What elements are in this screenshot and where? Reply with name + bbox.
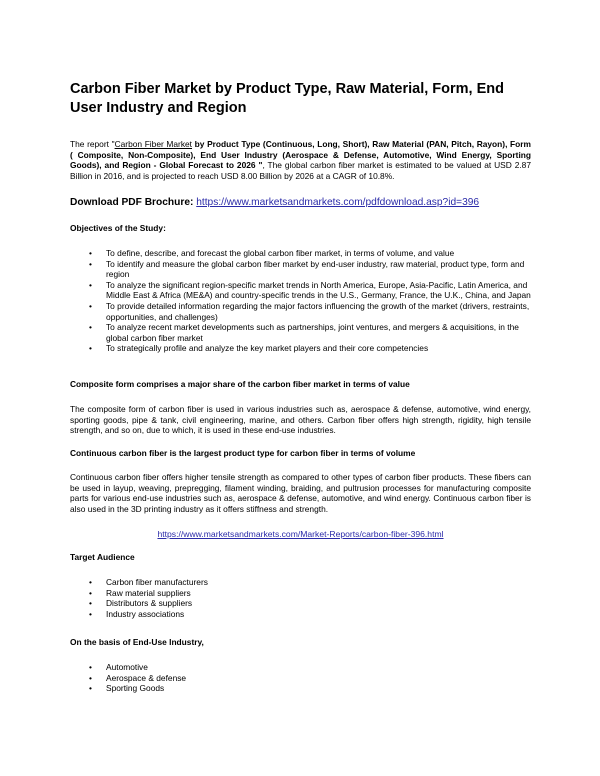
bullet-icon: • bbox=[89, 672, 92, 683]
bullet-icon: • bbox=[89, 598, 92, 609]
objectives-heading: Objectives of the Study: bbox=[70, 223, 166, 233]
composite-heading: Composite form comprises a major share of the carbon fiber market in terms of value bbox=[70, 379, 410, 389]
list-item-text: To define, describe, and forecast the global carbon fiber market, in terms of volume, and value bbox=[106, 248, 455, 258]
download-brochure bbox=[70, 197, 479, 208]
bullet-icon: • bbox=[89, 577, 92, 587]
bullet-icon: • bbox=[89, 608, 92, 619]
end-use-list bbox=[70, 662, 531, 694]
carbon-fiber-market-link[interactable]: Carbon Fiber Market bbox=[114, 139, 193, 149]
report-link[interactable]: https://www.marketsandmarkets.com/Market-Reports/carbon-fiber-396.html bbox=[157, 529, 444, 539]
intro-bold-text: by Product Type (Continuous, Long, Short), Raw Material (PAN, Pitch, Rayon), Form ( Composite, Non-Composite), End User Industry (Aerospace & Defense, Automotive, Wind Energy, Sporting Goods), and Region - Global Forecast to 2026 " bbox=[70, 139, 531, 171]
list-item-text: To analyze recent market developments such as partnerships, joint ventures, and mergers & acquisitions, in the global carbon fiber market bbox=[106, 322, 519, 343]
list-item bbox=[70, 673, 531, 684]
list-item-text: To strategically profile and analyze the key market players and their core competencies bbox=[106, 343, 429, 354]
continuous-paragraph: Continuous carbon fiber offers higher tensile strength as compared to other types of carbon fiber products. These fibers can be used in layup, weaving, prepregging, filament winding, braiding, and pultrusion processes for manufacturing composite parts for various end-use industries such as, aerospace & defense, automotive, and wind energy. Continuous carbon fiber is also used in the 3D printing industry as it offers stiffness and strength. bbox=[70, 472, 531, 514]
list-item bbox=[70, 683, 531, 694]
target-audience-heading: Target Audience bbox=[70, 552, 135, 562]
composite-paragraph: The composite form of carbon fiber is used in various industries such as, aerospace & defense, automotive, wind energy, sporting goods, pipe & tank, civil engineering, marine, and others. Carbon fiber offers high strength, rigidity, high tensile strength, and so on, due to which, it is used in these end-use industries. bbox=[70, 404, 531, 436]
end-use-heading: On the basis of End-Use Industry, bbox=[70, 637, 204, 647]
bullet-icon: • bbox=[89, 279, 92, 290]
list-item bbox=[70, 662, 531, 673]
list-item-text: To provide detailed information regarding the major factors influencing the growth of the market (drivers, restraints, opportunities, and challenges) bbox=[106, 300, 530, 322]
bullet-icon: • bbox=[89, 300, 92, 311]
list-item bbox=[70, 301, 531, 322]
objectives-list bbox=[70, 248, 531, 354]
list-item bbox=[70, 259, 531, 280]
bullet-icon: • bbox=[89, 683, 92, 694]
list-item-text: Carbon fiber manufacturers bbox=[106, 577, 208, 587]
bullet-icon: • bbox=[89, 322, 92, 333]
list-item-text: Industry associations bbox=[106, 608, 185, 619]
list-item bbox=[70, 609, 531, 620]
list-item-text: To analyze the significant region-specific market trends in North America, Europe, Asia-Pacific, Latin America, and Middle East & Africa (ME&A) and country-specific trends in the U.S., Germany, France, the U.K., China, and Japan bbox=[106, 279, 531, 301]
list-item bbox=[70, 280, 531, 301]
bullet-icon: • bbox=[89, 258, 92, 269]
list-item bbox=[70, 343, 531, 354]
page-title: Carbon Fiber Market by Product Type, Raw Material, Form, End User Industry and Region bbox=[70, 81, 505, 116]
list-item bbox=[70, 598, 531, 609]
list-item-text: Distributors & suppliers bbox=[106, 598, 193, 609]
list-item-text: Sporting Goods bbox=[106, 683, 165, 694]
list-item bbox=[70, 577, 531, 588]
list-item bbox=[70, 248, 531, 259]
intro-paragraph bbox=[70, 139, 531, 181]
list-item-text: Automotive bbox=[106, 662, 148, 672]
pdf-download-link[interactable]: https://www.marketsandmarkets.com/pdfdownload.asp?id=396 bbox=[196, 197, 480, 208]
list-item bbox=[70, 322, 531, 343]
target-audience-list bbox=[70, 577, 531, 619]
list-item bbox=[70, 588, 531, 599]
bullet-icon: • bbox=[89, 248, 92, 258]
list-item-text: Aerospace & defense bbox=[106, 672, 187, 683]
continuous-heading: Continuous carbon fiber is the largest product type for carbon fiber in terms of volume bbox=[70, 448, 416, 458]
bullet-icon: • bbox=[89, 343, 92, 354]
report-link-line bbox=[70, 529, 531, 539]
list-item-text: To identify and measure the global carbon fiber market by end-user industry, raw material, product type, form and region bbox=[106, 258, 525, 280]
intro-rest: , The global carbon fiber market is estimated to be valued at USD 2.87 Billion in 2016, and is projected to reach USD 8.00 Billion by 2026 at a CAGR of 10.8%. bbox=[70, 160, 531, 181]
download-label: Download PDF Brochure: bbox=[70, 197, 194, 208]
list-item-text: Raw material suppliers bbox=[106, 587, 191, 598]
bullet-icon: • bbox=[89, 587, 92, 598]
bullet-icon: • bbox=[89, 662, 92, 672]
intro-prefix: The report " bbox=[70, 139, 115, 149]
